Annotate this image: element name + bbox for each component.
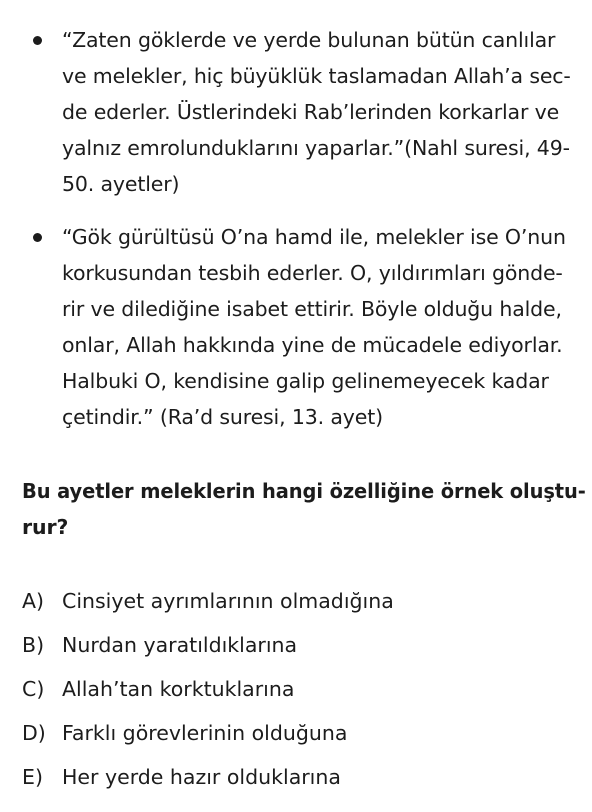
verse-line: çetindir.” (Ra’d suresi, 13. ayet) <box>62 405 383 429</box>
verse-line: “Zaten göklerde ve yerde bulunan bütün canlılar <box>62 28 556 52</box>
option-d[interactable] <box>22 720 347 746</box>
verse-line: korkusundan tesbih ederler. O, yıldırımları gönde- <box>62 261 563 285</box>
verse-line: ve melekler, hiç büyüklük taslamadan Allah’a sec- <box>62 64 571 88</box>
option-a[interactable] <box>22 588 394 614</box>
option-c[interactable] <box>22 676 294 702</box>
option-text: Farklı görevlerinin olduğuna <box>62 721 348 745</box>
question-line: rur? <box>22 515 69 539</box>
verse-line: de ederler. Üstlerindeki Rab’lerinden korkarlar ve <box>62 100 560 124</box>
option-text: Nurdan yaratıldıklarına <box>62 633 298 657</box>
verse-line: rir ve dilediğine isabet ettirir. Böyle olduğu halde, <box>62 297 562 321</box>
verse-line: 50. ayetler) <box>62 172 180 196</box>
option-letter: E) <box>22 765 43 789</box>
option-e[interactable] <box>22 764 341 790</box>
bullet-icon <box>33 36 42 45</box>
option-letter: D) <box>22 721 46 745</box>
bullet-icon <box>33 233 42 242</box>
question-line: Bu ayetler meleklerin hangi özelliğine örnek oluştu- <box>22 479 586 503</box>
option-text: Her yerde hazır olduklarına <box>62 765 341 789</box>
option-b[interactable] <box>22 632 297 658</box>
option-text: Cinsiyet ayrımlarının olmadığına <box>62 589 394 613</box>
verse-line: onlar, Allah hakkında yine de mücadele ediyorlar. <box>62 333 563 357</box>
verse-line: yalnız emrolunduklarını yaparlar.”(Nahl suresi, 49- <box>62 136 570 160</box>
verse-line: “Gök gürültüsü O’na hamd ile, melekler ise O’nun <box>62 225 566 249</box>
verse-line: Halbuki O, kendisine galip gelinemeyecek kadar <box>62 369 549 393</box>
option-letter: C) <box>22 677 45 701</box>
option-letter: A) <box>22 589 45 613</box>
option-text: Allah’tan korktuklarına <box>62 677 295 701</box>
option-letter: B) <box>22 633 45 657</box>
